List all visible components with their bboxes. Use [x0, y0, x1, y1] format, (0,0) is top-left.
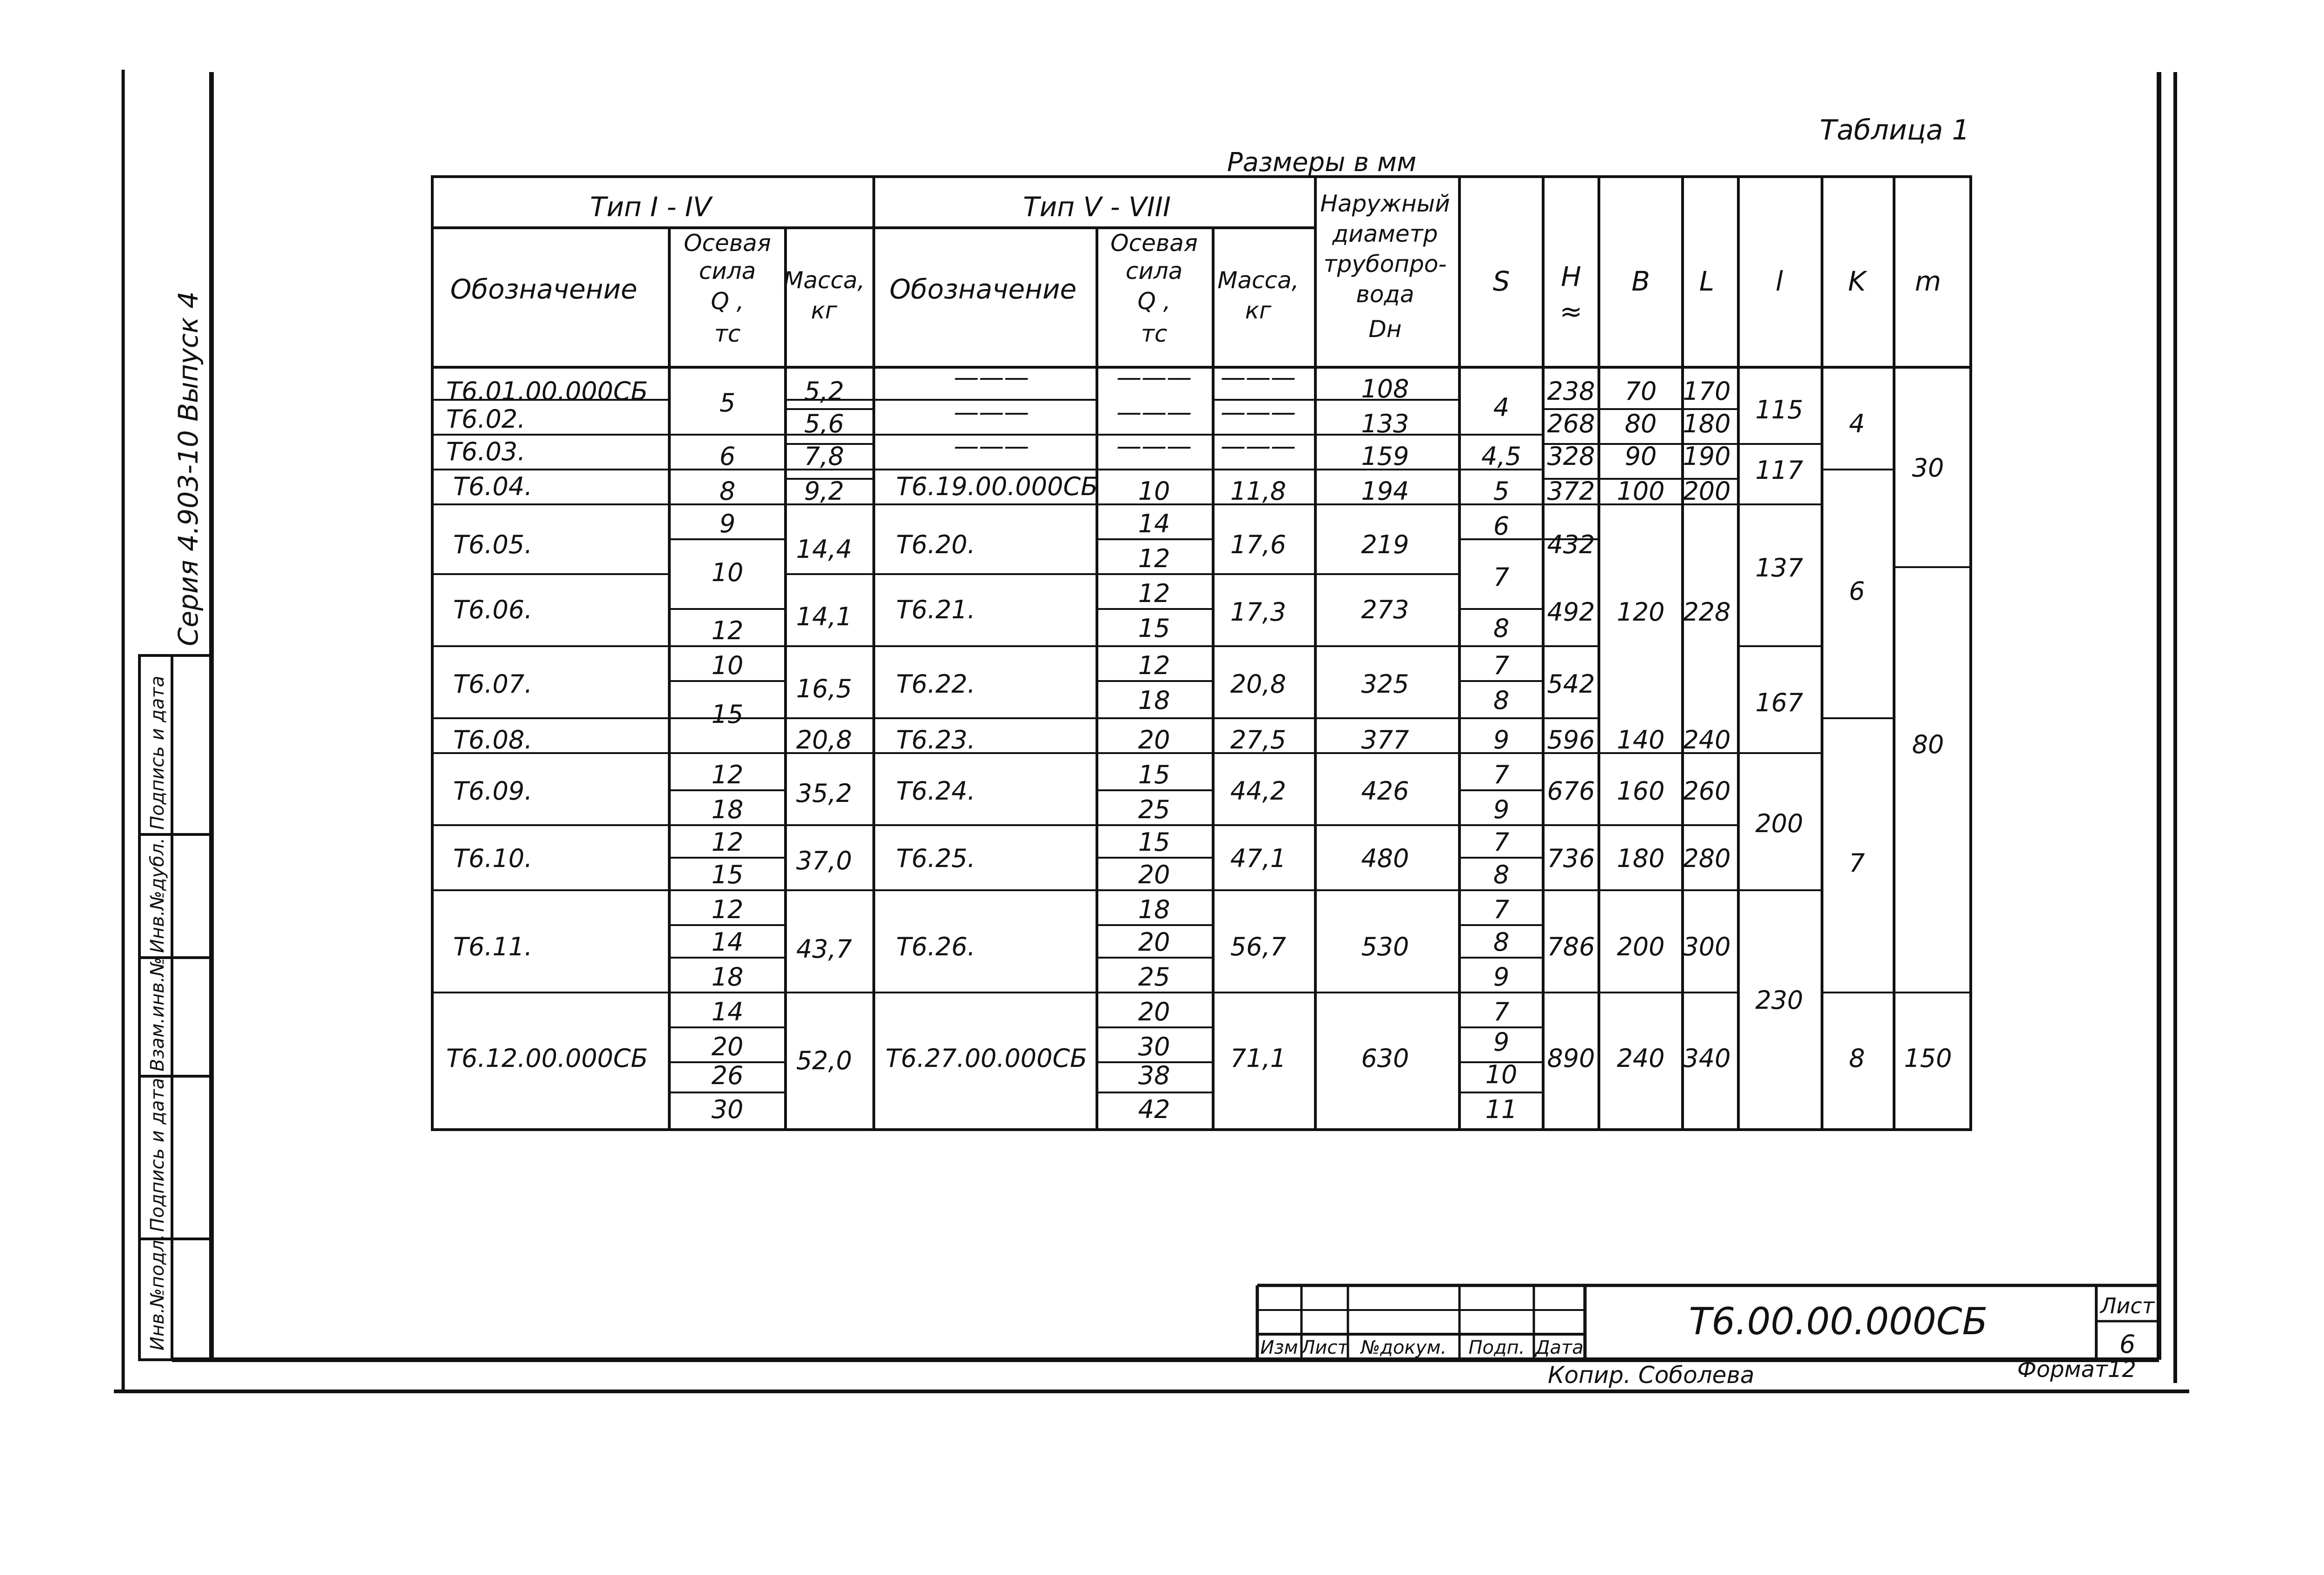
cell-b: 90 — [1624, 442, 1657, 471]
cell-mass-2: 56,7 — [1230, 932, 1287, 961]
cell-b: 140 — [1617, 725, 1665, 754]
cell-mass-1: 52,0 — [796, 1046, 852, 1075]
cell-force-1: 8 — [719, 476, 736, 506]
side-stamp-cell-4: Инв.№дубл. — [147, 837, 168, 953]
table-label: Таблица 1 — [1820, 114, 1970, 146]
cell-diameter: 530 — [1361, 932, 1409, 961]
stamp-header-sheet: Лист — [1301, 1337, 1348, 1358]
cell-force-2: 25 — [1138, 795, 1170, 824]
cell-s: 4 — [1493, 393, 1510, 422]
col-header-diameter-l4: вода — [1356, 281, 1414, 308]
cell-b: 240 — [1617, 1044, 1665, 1073]
cell-k: 4 — [1849, 409, 1865, 438]
cell-diameter: 426 — [1361, 776, 1409, 806]
cell-force-1: 12 — [711, 827, 744, 857]
cell-h: 676 — [1547, 776, 1595, 806]
cell-force-2: 12 — [1138, 651, 1170, 680]
cell-designation-1: Т6.12.00.000СБ — [446, 1044, 648, 1073]
cell-force-2: 15 — [1138, 827, 1170, 857]
cell-b: 200 — [1617, 932, 1665, 961]
cell-h: 238 — [1547, 377, 1595, 406]
table-subgrid — [432, 218, 1971, 1092]
col-header-b: B — [1631, 265, 1650, 297]
cell-force-1: 18 — [711, 962, 744, 992]
cell-L: 340 — [1683, 1044, 1731, 1073]
cell-designation-2: Т6.22. — [896, 669, 976, 699]
col-header-force-2-l2: сила — [1125, 258, 1183, 285]
col-header-force-1-l2: сила — [699, 258, 756, 285]
cell-designation-2: Т6.27.00.000СБ — [885, 1044, 1088, 1073]
cell-diameter: 377 — [1361, 725, 1409, 754]
cell-diameter: 133 — [1361, 409, 1409, 438]
cell-b: 80 — [1624, 409, 1657, 438]
cell-force-2: 38 — [1138, 1061, 1170, 1090]
dash-force-2: ——— — [1116, 363, 1192, 392]
cell-mass-1: 7,8 — [804, 442, 844, 471]
cell-diameter: 108 — [1361, 374, 1409, 404]
cell-L: 300 — [1683, 932, 1731, 961]
col-header-l: l — [1775, 265, 1783, 297]
cell-mass-1: 20,8 — [796, 725, 852, 754]
cell-L: 200 — [1683, 476, 1731, 506]
cell-diameter: 219 — [1361, 530, 1409, 559]
cell-force-1: 15 — [711, 860, 744, 889]
cell-L: 228 — [1683, 597, 1731, 627]
col-header-diameter-l3: трубопро- — [1323, 251, 1447, 278]
cell-force-1: 5 — [719, 388, 736, 417]
cell-l: 230 — [1755, 986, 1803, 1015]
cell-h: 890 — [1547, 1044, 1595, 1073]
cell-s: 11 — [1485, 1095, 1518, 1124]
series-label: Серия 4.903-10 Выпуск 4 — [172, 291, 204, 646]
table-body — [446, 363, 1952, 1124]
cell-s: 9 — [1493, 1027, 1510, 1057]
cell-s: 9 — [1493, 725, 1510, 754]
cell-s: 4,5 — [1481, 442, 1521, 471]
cell-mass-2: 17,6 — [1230, 530, 1287, 559]
col-header-designation-1: Обозначение — [450, 273, 638, 305]
col-header-diameter-l1: Наружный — [1320, 190, 1450, 217]
cell-diameter: 159 — [1361, 442, 1409, 471]
cell-force-2: 14 — [1138, 509, 1170, 538]
cell-l: 117 — [1755, 456, 1803, 485]
cell-force-1: 14 — [711, 927, 744, 957]
cell-b: 120 — [1617, 597, 1665, 627]
cell-s: 8 — [1493, 686, 1510, 715]
cell-b: 70 — [1624, 377, 1657, 406]
cell-mass-1: 35,2 — [796, 779, 852, 808]
cell-designation-1: Т6.04. — [453, 472, 533, 501]
cell-s: 8 — [1493, 927, 1510, 957]
cell-h: 328 — [1547, 442, 1595, 471]
cell-L: 240 — [1683, 725, 1731, 754]
col-header-diameter-l5: Dн — [1368, 316, 1402, 343]
cell-L: 170 — [1683, 377, 1731, 406]
cell-force-1: 6 — [719, 442, 736, 471]
cell-m: 80 — [1912, 730, 1944, 759]
cell-designation-2: Т6.24. — [896, 776, 976, 806]
cell-s: 7 — [1493, 760, 1510, 789]
cell-h: 268 — [1547, 409, 1595, 438]
col-header-force-2-l3: Q , — [1137, 288, 1171, 315]
cell-s: 7 — [1493, 651, 1510, 680]
cell-b: 160 — [1617, 776, 1665, 806]
dash-mass-2: ——— — [1221, 397, 1296, 427]
side-stamp-cell-2: Подпись и дата — [147, 1078, 168, 1232]
cell-h: 786 — [1547, 932, 1595, 961]
cell-s: 9 — [1493, 795, 1510, 824]
cell-m: 150 — [1904, 1044, 1952, 1073]
cell-force-1: 26 — [711, 1061, 744, 1090]
cell-force-1: 18 — [711, 795, 744, 824]
side-stamp-cell-1: Инв.№подл. — [147, 1234, 168, 1350]
cell-l: 137 — [1755, 553, 1803, 582]
cell-force-1: 20 — [711, 1032, 744, 1061]
cell-mass-2: 27,5 — [1230, 725, 1287, 754]
col-header-mass-2-l2: кг — [1245, 297, 1272, 324]
cell-mass-2: 17,3 — [1230, 597, 1287, 627]
col-header-force-1-l1: Осевая — [684, 230, 771, 257]
cell-L: 280 — [1683, 844, 1731, 873]
cell-force-1: 12 — [711, 760, 744, 789]
cell-force-1: 15 — [711, 700, 744, 729]
cell-force-2: 10 — [1138, 476, 1170, 506]
cell-l: 167 — [1755, 688, 1803, 717]
cell-designation-1: Т6.11. — [453, 932, 533, 961]
cell-mass-1: 16,5 — [796, 674, 852, 703]
cell-designation-2: Т6.20. — [896, 530, 976, 559]
cell-h: 432 — [1547, 530, 1595, 559]
cell-force-1: 10 — [711, 558, 744, 587]
col-header-h-approx: ≈ — [1559, 296, 1583, 327]
cell-force-2: 15 — [1138, 614, 1170, 643]
cell-designation-1: Т6.02. — [446, 404, 526, 434]
col-header-k: K — [1848, 265, 1866, 297]
cell-L: 260 — [1683, 776, 1731, 806]
group-header-type-2: Тип V - VIII — [1023, 191, 1171, 223]
col-header-force-2-l4: тс — [1141, 320, 1168, 347]
cell-designation-2: Т6.26. — [896, 932, 976, 961]
cell-m: 30 — [1912, 453, 1944, 483]
cell-k: 7 — [1849, 848, 1865, 878]
col-header-force-2-l1: Осевая — [1110, 230, 1198, 257]
cell-h: 736 — [1547, 844, 1595, 873]
cell-mass-2: 11,8 — [1230, 476, 1287, 506]
cell-force-2: 42 — [1138, 1095, 1170, 1124]
cell-force-2: 20 — [1138, 860, 1170, 889]
cell-mass-2: 47,1 — [1230, 844, 1287, 873]
cell-s: 7 — [1493, 827, 1510, 857]
cell-l: 115 — [1755, 395, 1803, 424]
cell-force-2: 12 — [1138, 544, 1170, 573]
cell-s: 7 — [1493, 562, 1510, 592]
cell-designation-1: Т6.03. — [446, 437, 526, 466]
cell-diameter: 630 — [1361, 1044, 1409, 1073]
title-block — [1257, 1285, 2159, 1389]
cell-designation-2: Т6.25. — [896, 844, 976, 873]
table-grid — [432, 177, 1971, 1130]
cell-mass-1: 43,7 — [796, 934, 852, 964]
cell-mass-2: 44,2 — [1230, 776, 1287, 806]
cell-force-2: 30 — [1138, 1032, 1170, 1061]
stamp-header-document: №докум. — [1360, 1337, 1447, 1358]
cell-mass-2: 71,1 — [1230, 1044, 1287, 1073]
cell-mass-1: 9,2 — [804, 476, 844, 506]
cell-l: 200 — [1755, 809, 1803, 838]
cell-diameter: 273 — [1361, 595, 1409, 624]
cell-mass-1: 14,4 — [796, 535, 852, 564]
dimensions-note: Размеры в мм — [1227, 147, 1417, 178]
cell-h: 372 — [1547, 476, 1595, 506]
cell-force-2: 15 — [1138, 760, 1170, 789]
cell-L: 180 — [1683, 409, 1731, 438]
table-header — [450, 190, 1941, 347]
cell-designation-1: Т6.06. — [453, 595, 533, 624]
cell-h: 492 — [1547, 597, 1595, 627]
cell-designation-2: Т6.19.00.000СБ — [896, 472, 1098, 501]
dash-designation-2: ——— — [954, 397, 1029, 427]
cell-diameter: 194 — [1361, 476, 1409, 506]
sheet-label: Лист — [2100, 1293, 2155, 1318]
col-header-diameter-l2: диаметр — [1332, 220, 1438, 247]
col-header-mass-1-l2: кг — [811, 297, 838, 324]
cell-designation-1: Т6.09. — [453, 776, 533, 806]
cell-mass-1: 14,1 — [796, 602, 852, 631]
dash-designation-2: ——— — [954, 363, 1029, 392]
cell-force-2: 25 — [1138, 962, 1170, 992]
cell-designation-1: Т6.07. — [453, 669, 533, 699]
dash-force-2: ——— — [1116, 397, 1192, 427]
col-header-h: H — [1561, 261, 1581, 292]
side-stamp-cell-5: Подпись и дата — [147, 675, 168, 830]
copied-by: Копир. Соболева — [1548, 1362, 1755, 1389]
cell-force-1: 30 — [711, 1095, 744, 1124]
cell-s: 7 — [1493, 997, 1510, 1026]
cell-s: 8 — [1493, 614, 1510, 643]
col-header-force-1-l3: Q , — [711, 288, 744, 315]
cell-s: 5 — [1493, 476, 1510, 506]
dash-mass-2: ——— — [1221, 363, 1296, 392]
cell-designation-1: Т6.01.00.000СБ — [446, 377, 648, 406]
cell-force-2: 20 — [1138, 927, 1170, 957]
col-header-force-1-l4: тс — [714, 320, 741, 347]
side-stamp — [139, 291, 211, 1360]
side-stamp-cell-3: Взам.инв.№ — [147, 957, 168, 1072]
cell-L: 190 — [1683, 442, 1731, 471]
cell-mass-1: 5,6 — [804, 409, 844, 438]
cell-s: 10 — [1485, 1060, 1518, 1089]
cell-s: 9 — [1493, 962, 1510, 992]
cell-b: 180 — [1617, 844, 1665, 873]
cell-diameter: 480 — [1361, 844, 1409, 873]
cell-s: 8 — [1493, 860, 1510, 889]
cell-designation-1: Т6.08. — [453, 725, 533, 754]
stamp-header-signature: Подп. — [1468, 1337, 1525, 1358]
group-header-type-1: Тип I - IV — [590, 191, 712, 223]
cell-h: 542 — [1547, 669, 1595, 699]
stamp-header-change: Изм — [1260, 1337, 1298, 1358]
cell-s: 6 — [1493, 511, 1510, 541]
cell-designation-1: Т6.05. — [453, 530, 533, 559]
dash-force-2: ——— — [1116, 431, 1192, 461]
cell-force-1: 10 — [711, 651, 744, 680]
cell-force-2: 18 — [1138, 895, 1170, 924]
cell-designation-1: Т6.10. — [453, 844, 533, 873]
dash-mass-2: ——— — [1221, 431, 1296, 461]
cell-b: 100 — [1617, 476, 1665, 506]
cell-designation-2: Т6.21. — [896, 595, 976, 624]
cell-k: 6 — [1849, 576, 1865, 606]
cell-diameter: 325 — [1361, 669, 1409, 699]
cell-force-2: 12 — [1138, 579, 1170, 608]
col-header-L: L — [1699, 265, 1715, 297]
col-header-designation-2: Обозначение — [889, 273, 1077, 305]
col-header-s: S — [1492, 265, 1510, 297]
cell-force-1: 12 — [711, 616, 744, 645]
cell-force-2: 20 — [1138, 997, 1170, 1026]
cell-force-2: 18 — [1138, 686, 1170, 715]
cell-k: 8 — [1849, 1044, 1865, 1073]
cell-mass-2: 20,8 — [1230, 669, 1287, 699]
cell-designation-2: Т6.23. — [896, 725, 976, 754]
cell-force-2: 20 — [1138, 725, 1170, 754]
cell-mass-1: 5,2 — [804, 377, 844, 406]
cell-force-1: 9 — [719, 509, 736, 538]
sheet-number: 6 — [2119, 1330, 2136, 1359]
cell-force-1: 12 — [711, 895, 744, 924]
col-header-mass-2-l1: Масса, — [1217, 267, 1299, 294]
dash-designation-2: ——— — [954, 431, 1029, 461]
col-header-m: m — [1915, 265, 1941, 297]
cell-s: 7 — [1493, 895, 1510, 924]
format-label: Формат12 — [2017, 1357, 2136, 1383]
cell-h: 596 — [1547, 725, 1595, 754]
stamp-header-date: Дата — [1535, 1337, 1584, 1358]
cell-force-1: 14 — [711, 997, 744, 1026]
col-header-mass-1-l1: Масса, — [783, 267, 865, 294]
document-code: Т6.00.00.000СБ — [1689, 1300, 1988, 1343]
cell-mass-1: 37,0 — [796, 846, 852, 875]
